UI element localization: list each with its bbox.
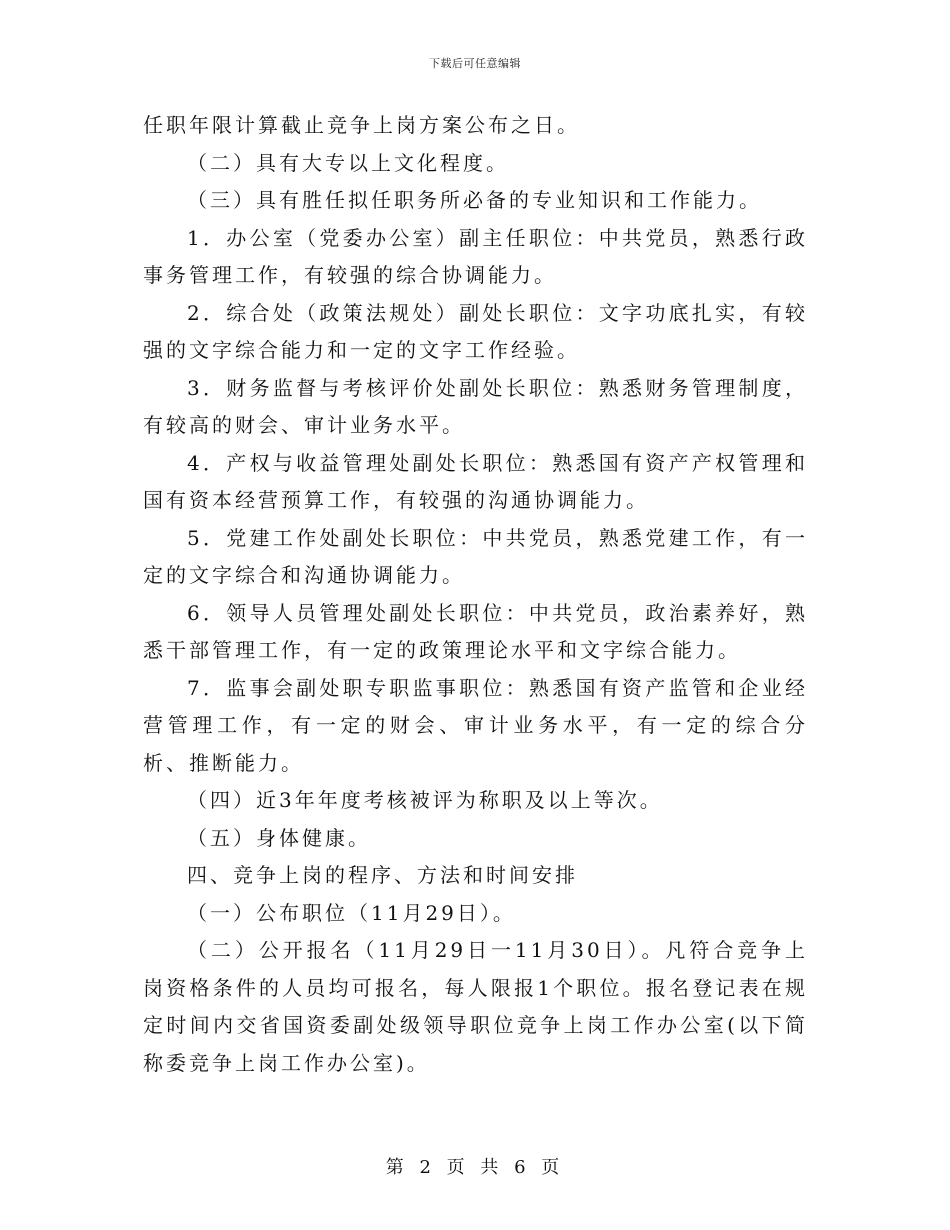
- paragraph-position-property: 4．产权与收益管理处副处长职位：熟悉国有资产产权管理和国有资本经营预算工作，有较强的沟通协调能力。: [143, 450, 808, 512]
- paragraph-competence: （三）具有胜任拟任职务所必备的专业知识和工作能力。: [187, 188, 762, 212]
- section-heading-procedure: 四、竞争上岗的程序、方法和时间安排: [187, 863, 578, 887]
- paragraph-position-party: 5．党建工作处副处长职位：中共党员，熟悉党建工作，有一定的文字综合和沟通协调能力。: [143, 525, 808, 587]
- paragraph-education: （二）具有大专以上文化程度。: [187, 150, 509, 175]
- paragraph-tenure-deadline: 任职年限计算截止竞争上岗方案公布之日。: [143, 113, 580, 137]
- document-body: [143, 107, 808, 1082]
- paragraph-registration: （二）公开报名（11月29日一11月30日）。凡符合竞争上岗资格条件的人员均可报名，每人限报1个职位。报名登记表在规定时间内交省国资委副处级领导职位竞争上岗工作办公室(以下简称委竞争上岗工作办公室)。: [143, 938, 808, 1075]
- paragraph-position-general: 2．综合处（政策法规处）副处长职位：文字功底扎实，有较强的文字综合能力和一定的文字工作经验。: [143, 300, 808, 362]
- paragraph-position-personnel: 6．领导人员管理处副处长职位：中共党员，政治素养好，熟悉干部管理工作，有一定的政策理论水平和文字综合能力。: [143, 600, 808, 662]
- page-number: 第 2 页 共 6 页: [385, 1157, 565, 1178]
- paragraph-assessment: （四）近3年年度考核被评为称职及以上等次。: [187, 788, 663, 812]
- paragraph-health: （五）身体健康。: [187, 825, 371, 850]
- paragraph-position-supervisor: 7．监事会副处职专职监事职位：熟悉国有资产监管和企业经营管理工作，有一定的财会、审计业务水平，有一定的综合分析、推断能力。: [143, 675, 808, 775]
- paragraph-position-office: 1．办公室（党委办公室）副主任职位：中共党员，熟悉行政事务管理工作，有较强的综合协调能力。: [143, 225, 808, 287]
- paragraph-position-finance: 3．财务监督与考核评价处副处长职位：熟悉财务管理制度，有较高的财会、审计业务水平。: [143, 375, 808, 437]
- paragraph-publish-positions: （一）公布职位（11月29日）。: [187, 900, 516, 925]
- page-header: 下载后可任意编辑: [429, 57, 521, 70]
